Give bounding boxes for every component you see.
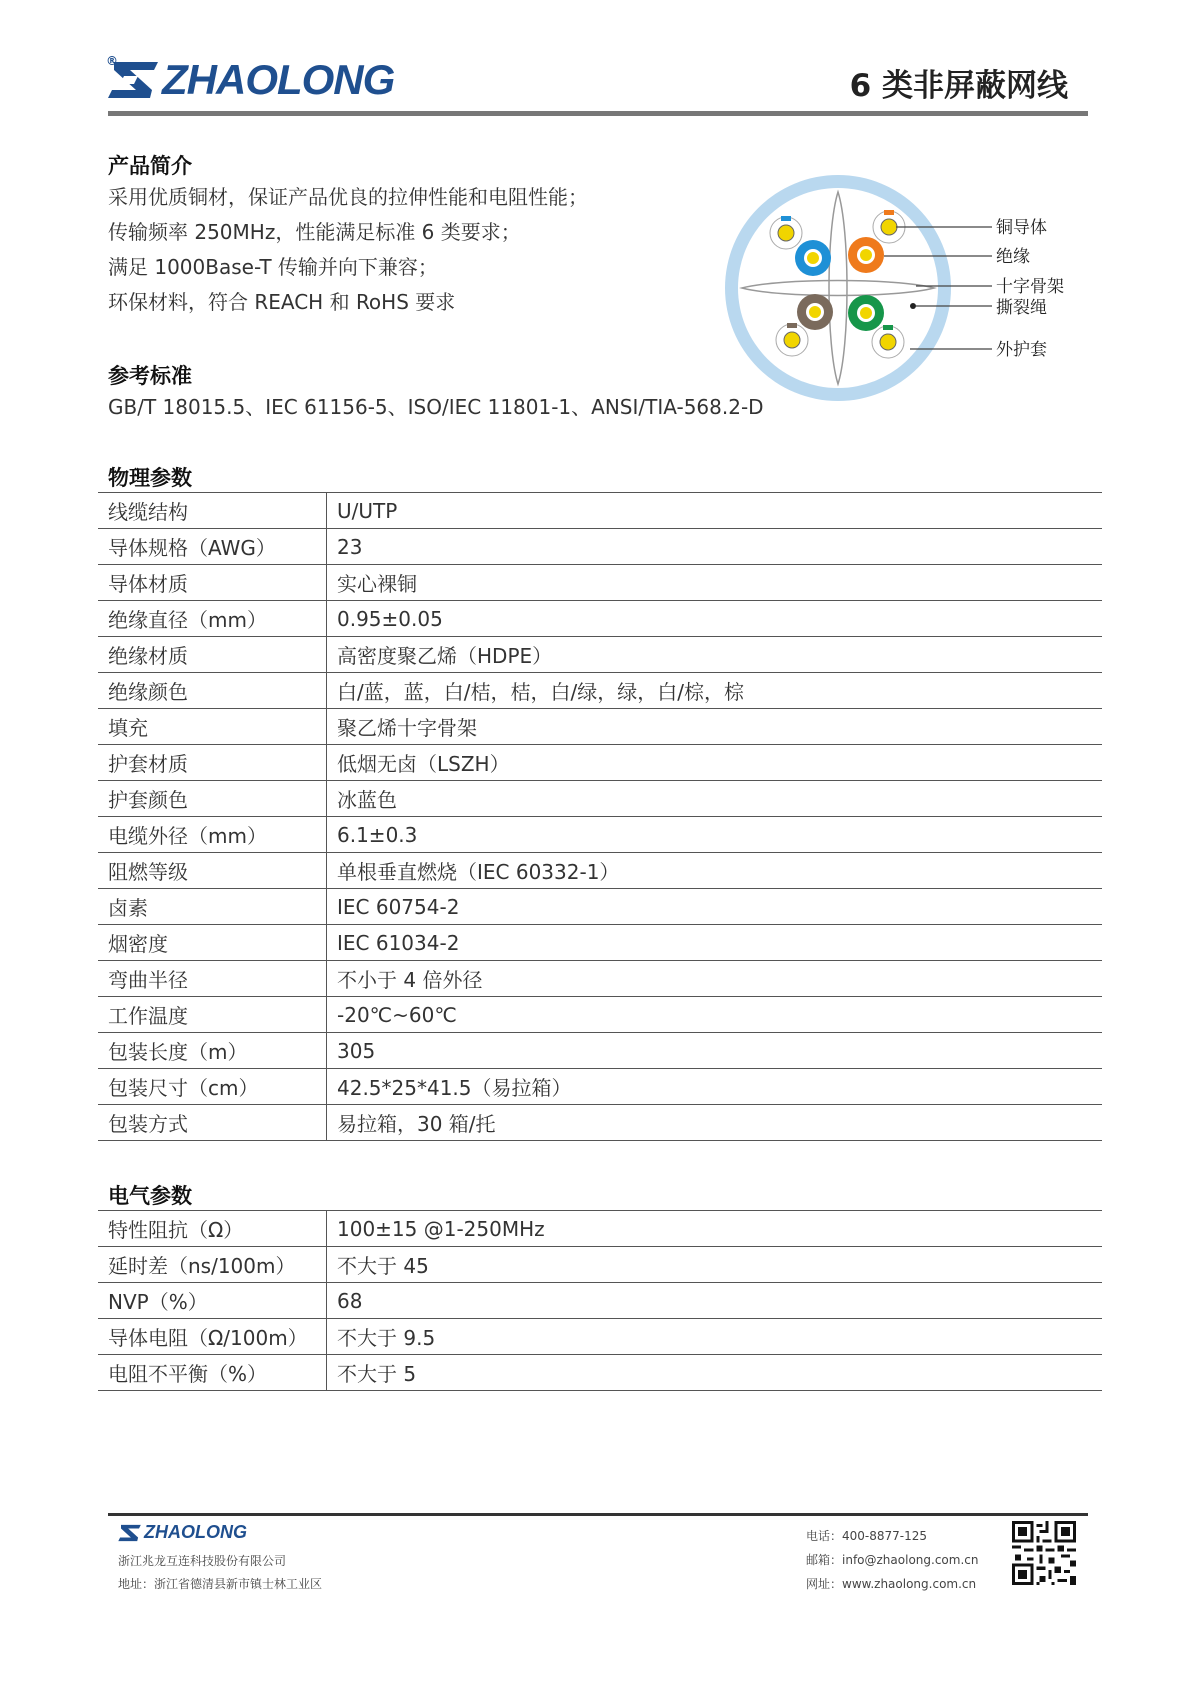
label-ripcord: 撕裂绳 bbox=[996, 298, 1047, 318]
intro-line: 采用优质铜材，保证产品优良的拉伸性能和电阻性能； bbox=[108, 185, 588, 209]
zhaolong-logo-icon bbox=[118, 1524, 142, 1542]
param-name: 延时差（ns/100m） bbox=[98, 1247, 327, 1283]
table-row bbox=[98, 709, 1102, 745]
param-name: 弯曲半径 bbox=[98, 961, 327, 997]
param-value: 23 bbox=[327, 529, 1103, 565]
physical-table bbox=[98, 492, 1102, 1141]
param-name: 阻燃等级 bbox=[98, 853, 327, 889]
table-row bbox=[98, 745, 1102, 781]
intro-line: 满足 1000Base-T 传输并向下兼容； bbox=[108, 255, 438, 279]
param-name: 包装尺寸（cm） bbox=[98, 1069, 327, 1105]
param-value: 不小于 4 倍外径 bbox=[327, 961, 1103, 997]
param-value: -20℃~60℃ bbox=[327, 997, 1103, 1033]
intro-list bbox=[108, 180, 588, 320]
table-row bbox=[98, 565, 1102, 601]
table-row bbox=[98, 997, 1102, 1033]
param-name: 护套材质 bbox=[98, 745, 327, 781]
table-row bbox=[98, 1033, 1102, 1069]
param-value: 冰蓝色 bbox=[327, 781, 1103, 817]
footer-logo bbox=[118, 1522, 247, 1543]
param-name: 护套颜色 bbox=[98, 781, 327, 817]
param-value: 实心裸铜 bbox=[327, 565, 1103, 601]
label-insulation: 绝缘 bbox=[996, 247, 1030, 267]
param-name: 电缆外径（mm） bbox=[98, 817, 327, 853]
footer-divider bbox=[108, 1513, 1088, 1516]
param-name: 电阻不平衡（%） bbox=[98, 1355, 327, 1391]
table-row bbox=[98, 529, 1102, 565]
table-row bbox=[98, 1211, 1102, 1247]
table-row bbox=[98, 637, 1102, 673]
table-row bbox=[98, 601, 1102, 637]
param-value: 聚乙烯十字骨架 bbox=[327, 709, 1103, 745]
param-name: 绝缘材质 bbox=[98, 637, 327, 673]
intro-line: 环保材料，符合 REACH 和 RoHS 要求 bbox=[108, 290, 456, 314]
param-value: 0.95±0.05 bbox=[327, 601, 1103, 637]
param-name: 线缆结构 bbox=[98, 493, 327, 529]
table-row bbox=[98, 925, 1102, 961]
table-row bbox=[98, 817, 1102, 853]
param-name: 特性阻抗（Ω） bbox=[98, 1211, 327, 1247]
param-value: 单根垂直燃烧（IEC 60332-1） bbox=[327, 853, 1103, 889]
param-name: 绝缘直径（mm） bbox=[98, 601, 327, 637]
ripcord bbox=[910, 303, 916, 309]
param-value: 不大于 9.5 bbox=[327, 1319, 1103, 1355]
param-name: 工作温度 bbox=[98, 997, 327, 1033]
footer-email[interactable]: 邮箱：info@zhaolong.com.cn bbox=[806, 1553, 979, 1567]
param-value: 白/蓝，蓝，白/桔，桔，白/绿，绿，白/棕，棕 bbox=[327, 673, 1103, 709]
label-cross-filler: 十字骨架 bbox=[996, 277, 1064, 297]
param-value: 305 bbox=[327, 1033, 1103, 1069]
param-name: 绝缘颜色 bbox=[98, 673, 327, 709]
standards-heading: 参考标准 bbox=[108, 364, 192, 388]
param-value: 不大于 45 bbox=[327, 1247, 1103, 1283]
param-value: IEC 61034-2 bbox=[327, 925, 1103, 961]
qr-code-icon bbox=[1012, 1521, 1076, 1585]
table-row bbox=[98, 1319, 1102, 1355]
electrical-table bbox=[98, 1210, 1102, 1391]
param-name: 导体规格（AWG） bbox=[98, 529, 327, 565]
brand-wordmark: ZHAOLONG bbox=[162, 56, 395, 103]
param-name: 包装方式 bbox=[98, 1105, 327, 1141]
param-value: 易拉箱，30 箱/托 bbox=[327, 1105, 1103, 1141]
param-value: IEC 60754-2 bbox=[327, 889, 1103, 925]
footer-phone: 电话：400-8877-125 bbox=[806, 1529, 928, 1543]
footer-address: 地址：浙江省德清县新市镇士林工业区 bbox=[118, 1577, 323, 1591]
param-name: 导体电阻（Ω/100m） bbox=[98, 1319, 327, 1355]
footer-company: 浙江兆龙互连科技股份有限公司 bbox=[118, 1554, 287, 1568]
table-row bbox=[98, 673, 1102, 709]
param-value: U/UTP bbox=[327, 493, 1103, 529]
table-row bbox=[98, 1069, 1102, 1105]
table-row bbox=[98, 1105, 1102, 1141]
physical-heading: 物理参数 bbox=[108, 466, 192, 490]
table-row bbox=[98, 889, 1102, 925]
registered-mark: ® bbox=[106, 54, 118, 68]
intro-heading: 产品简介 bbox=[108, 154, 192, 178]
table-row bbox=[98, 1355, 1102, 1391]
param-value: 低烟无卤（LSZH） bbox=[327, 745, 1103, 781]
param-value: 高密度聚乙烯（HDPE） bbox=[327, 637, 1103, 673]
table-row bbox=[98, 853, 1102, 889]
param-name: 卤素 bbox=[98, 889, 327, 925]
param-value: 100±15 @1-250MHz bbox=[327, 1211, 1103, 1247]
param-value: 68 bbox=[327, 1283, 1103, 1319]
param-name: 导体材质 bbox=[98, 565, 327, 601]
footer-website[interactable]: 网址：www.zhaolong.com.cn bbox=[806, 1577, 977, 1591]
standards-text: GB/T 18015.5、IEC 61156-5、ISO/IEC 11801-1、ANSI/TIA-568.2-D bbox=[108, 395, 764, 419]
footer-brand: ZHAOLONG bbox=[144, 1522, 247, 1542]
param-name: 包装长度（m） bbox=[98, 1033, 327, 1069]
cable-cross-section-diagram bbox=[720, 170, 1090, 406]
electrical-heading: 电气参数 bbox=[108, 1184, 192, 1208]
table-row bbox=[98, 1247, 1102, 1283]
table-row bbox=[98, 961, 1102, 997]
param-name: 填充 bbox=[98, 709, 327, 745]
intro-line: 传输频率 250MHz，性能满足标准 6 类要求； bbox=[108, 220, 521, 244]
header-divider bbox=[108, 111, 1088, 116]
brand-logo bbox=[106, 54, 395, 103]
table-row bbox=[98, 1283, 1102, 1319]
label-copper-conductor: 铜导体 bbox=[996, 218, 1047, 238]
table-row bbox=[98, 493, 1102, 529]
param-value: 不大于 5 bbox=[327, 1355, 1103, 1391]
param-value: 6.1±0.3 bbox=[327, 817, 1103, 853]
param-name: NVP（%） bbox=[98, 1283, 327, 1319]
page-title: 6 类非屏蔽网线 bbox=[849, 68, 1068, 104]
table-row bbox=[98, 781, 1102, 817]
param-value: 42.5*25*41.5（易拉箱） bbox=[327, 1069, 1103, 1105]
label-outer-jacket: 外护套 bbox=[996, 340, 1047, 360]
param-name: 烟密度 bbox=[98, 925, 327, 961]
